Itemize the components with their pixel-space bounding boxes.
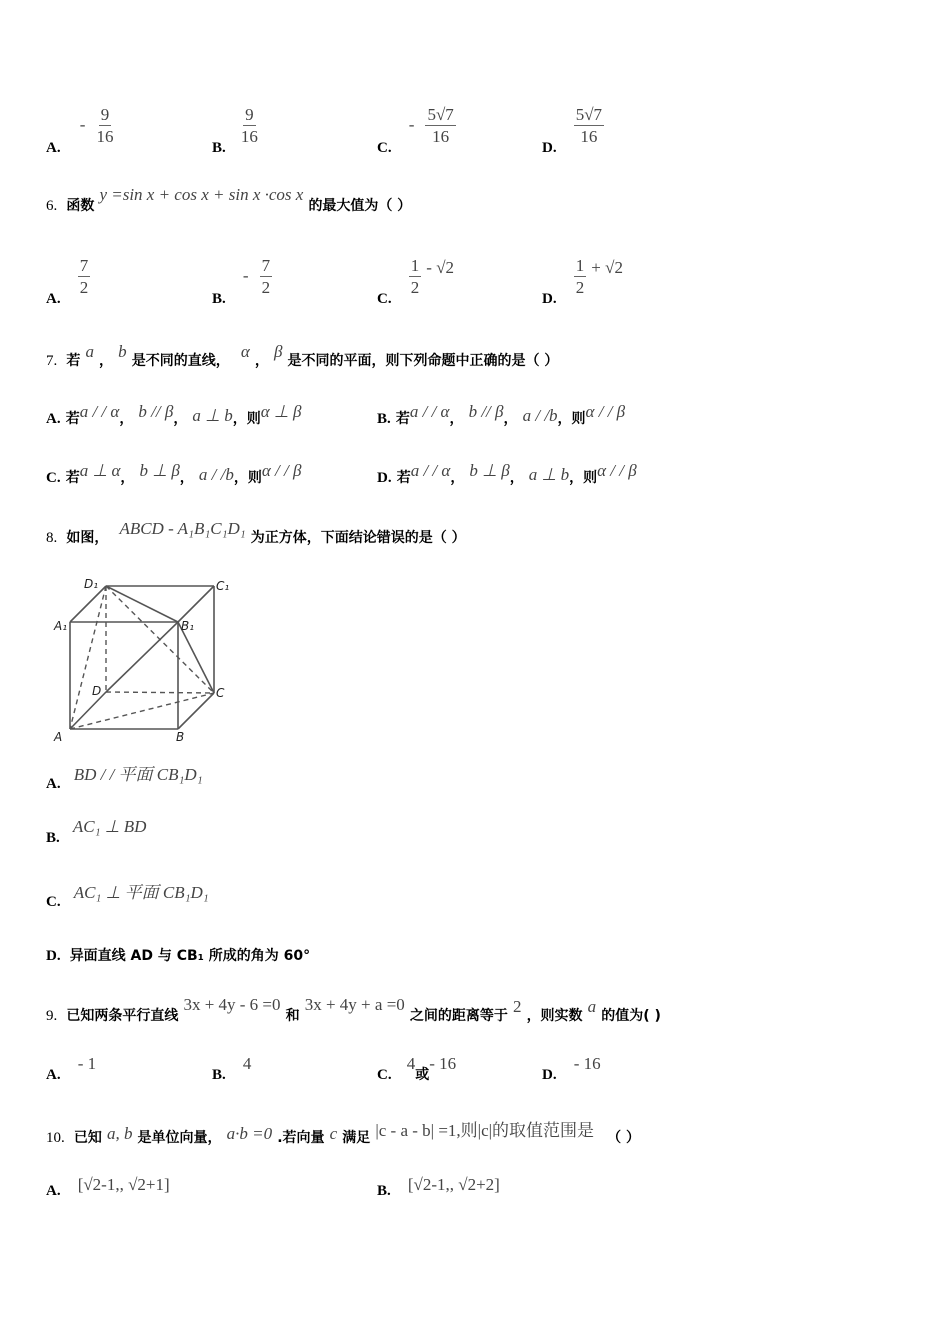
condition: b ⊥ β	[139, 461, 180, 480]
label-c: C	[216, 686, 225, 700]
option-label: D.	[542, 140, 557, 156]
option-value: - 16	[429, 1054, 457, 1073]
option-label: C.	[46, 894, 61, 910]
stem-text: 已知两条平行直线	[66, 1008, 179, 1024]
q10-stem	[46, 1122, 640, 1147]
var-alpha: α	[240, 342, 250, 361]
q6-option-c[interactable]	[377, 256, 455, 307]
option-text: AC₁ ⊥ 平面 CB₁D₁	[73, 883, 209, 902]
stem-text: 则	[571, 411, 586, 427]
option-text: BD / / 平面 CB₁D₁	[73, 765, 203, 784]
stem-text: 是单位向量，	[137, 1130, 222, 1146]
stem-text: 若	[65, 411, 80, 427]
q9-option-c[interactable]	[377, 1054, 457, 1084]
option-label: A.	[46, 291, 61, 307]
option-label: B.	[46, 830, 60, 846]
stem-text: 的值为( )	[601, 1008, 661, 1024]
stem-text: 和	[285, 1008, 300, 1024]
option-label: D.	[542, 1067, 557, 1083]
option-label: A.	[46, 1183, 61, 1199]
option-label: A.	[46, 411, 61, 427]
option-text: 异面直线 AD 与 CB₁ 所成的角为 60°	[69, 948, 311, 964]
option-value: [√2-1,, √2+1]	[77, 1175, 170, 1194]
formula: ABCD - A₁B₁C₁D₁	[119, 519, 246, 538]
option-label: D.	[542, 291, 557, 307]
option-value: - 1	[77, 1054, 97, 1073]
fraction: $\frac{5√7}{16}$	[427, 105, 454, 146]
stem-text: 满足	[342, 1130, 371, 1146]
stem-text: 为正方体，下面结论错误的是（ ）	[250, 530, 466, 546]
sign: -	[242, 266, 249, 285]
question-number: 9.	[46, 1008, 58, 1024]
stem-text: 已知	[73, 1130, 102, 1146]
option-text: AC₁ ⊥ BD	[72, 817, 147, 836]
stem-text: 是不同的直线，	[131, 353, 230, 369]
stem-text: 是不同的平面，则下列命题中正确的是（ ）	[287, 353, 559, 369]
distance-value: 2	[512, 997, 522, 1016]
q10-option-b[interactable]	[377, 1175, 500, 1200]
vector-c: c	[329, 1124, 338, 1143]
var-b: b	[118, 342, 127, 361]
sign: -	[79, 115, 86, 134]
option-label: A.	[46, 140, 61, 156]
fraction: $\frac{9}{16}$	[96, 105, 114, 146]
question-number: 6.	[46, 198, 58, 214]
conclusion: α / / β	[261, 461, 302, 480]
condition: a / / α	[410, 461, 451, 480]
cube-figure	[0, 0, 260, 760]
stem-text: 若	[66, 353, 81, 369]
stem-text: ，则实数	[526, 1008, 583, 1024]
option-label: A.	[46, 1067, 61, 1083]
stem-text: 之间的距离等于	[409, 1008, 508, 1024]
option-value: [√2-1,, √2+2]	[407, 1175, 500, 1194]
label-a: A	[54, 730, 63, 744]
option-label: D.	[377, 470, 392, 486]
question-number: 7.	[46, 353, 58, 369]
label-d1: D₁	[84, 577, 99, 591]
option-label: B.	[377, 1183, 391, 1199]
tail-term: + √2	[591, 258, 623, 277]
stem-text: ，	[254, 353, 269, 369]
option-label: A.	[46, 776, 61, 792]
stem-text: 函数	[66, 198, 95, 214]
condition: a / /b	[522, 406, 558, 425]
condition: a / /b	[198, 465, 234, 484]
conclusion: α / / β	[597, 461, 637, 480]
condition: a / / α	[409, 402, 450, 421]
fraction: $\frac{1}{2}$	[410, 256, 420, 297]
question-number: 10.	[46, 1130, 65, 1146]
fraction: $\frac{1}{2}$	[575, 256, 585, 297]
fraction: $\frac{9}{16}$	[240, 105, 258, 146]
q10-option-a[interactable]	[46, 1175, 170, 1200]
stem-text: 则	[583, 470, 598, 486]
condition: a ⊥ b	[528, 465, 570, 484]
stem-text: 若	[395, 411, 410, 427]
label-b: B	[176, 730, 185, 744]
condition: b ⊥ β	[469, 461, 510, 480]
or-text: 或	[415, 1067, 430, 1083]
stem-text: ，	[99, 353, 114, 369]
q9-option-b[interactable]	[212, 1054, 252, 1084]
q7-option-c[interactable]: C. 若a ⊥ α， b ⊥ β， a / /b，则α / / β	[46, 461, 302, 486]
fraction: $\frac{7}{2}$	[79, 256, 89, 297]
option-label: D.	[46, 948, 61, 964]
q5-option-d[interactable]	[542, 105, 604, 156]
q5-option-c[interactable]	[377, 105, 456, 156]
dot-product: a·b =0	[226, 1124, 273, 1143]
option-label: C.	[377, 140, 392, 156]
q8-option-b[interactable]	[46, 817, 147, 847]
stem-text: 如图，	[66, 530, 109, 546]
formula: y =sin x + cos x + sin x ·cos x	[99, 185, 304, 204]
stem-text: 若	[65, 470, 80, 486]
q9-option-d[interactable]	[542, 1054, 601, 1084]
option-label: B.	[212, 1067, 226, 1083]
q7-option-b[interactable]: B. 若a / / α， b // β， a / /b，则α / / β	[377, 402, 626, 427]
fraction: $\frac{7}{2}$	[261, 256, 271, 297]
var-a: a	[85, 342, 94, 361]
stem-text: 则	[246, 411, 261, 427]
question-number: 8.	[46, 530, 58, 546]
option-value: 4	[406, 1054, 416, 1073]
condition: |c - a - b| =1,则|c|的取值范围是	[375, 1121, 595, 1140]
q7-option-a[interactable]: A. 若a / / α， b // β， a ⊥ b，则α ⊥ β	[46, 402, 302, 427]
var-a: a	[587, 997, 597, 1016]
line-2-equation: 3x + 4y + a =0	[304, 995, 405, 1014]
stem-text: .若向量	[277, 1130, 325, 1146]
q8-option-a[interactable]	[46, 765, 203, 793]
label-b1: B₁	[181, 619, 195, 633]
tail-term: - √2	[426, 258, 455, 277]
q9-option-a[interactable]	[46, 1054, 97, 1084]
condition: a / / α	[79, 402, 120, 421]
option-label: B.	[212, 291, 226, 307]
option-label: B.	[212, 140, 226, 156]
stem-text: 则	[247, 470, 262, 486]
stem-text: （ ）	[607, 1130, 640, 1146]
stem-text: 若	[396, 470, 411, 486]
option-label: C.	[377, 291, 392, 307]
label-d: D	[92, 684, 102, 698]
option-label: C.	[377, 1067, 392, 1083]
q9-stem	[46, 995, 661, 1025]
q8-option-d[interactable]	[46, 945, 310, 965]
condition: a ⊥ b	[192, 406, 233, 425]
label-a1: A₁	[54, 619, 68, 633]
var-beta: β	[273, 342, 283, 361]
conclusion: α / / β	[585, 402, 626, 421]
condition: b // β	[138, 402, 174, 421]
conclusion: α ⊥ β	[260, 402, 302, 421]
condition: b // β	[468, 402, 504, 421]
q8-option-c[interactable]	[46, 883, 209, 911]
option-label: C.	[46, 470, 61, 486]
option-label: B.	[377, 411, 391, 427]
line-1-equation: 3x + 4y - 6 =0	[183, 995, 281, 1014]
q6-option-d[interactable]	[542, 256, 623, 307]
sign: -	[408, 115, 415, 134]
condition: a ⊥ α	[79, 461, 121, 480]
stem-text: 的最大值为（ ）	[308, 198, 412, 214]
option-value: 4	[242, 1054, 252, 1073]
q7-option-d[interactable]: D. 若a / / α， b ⊥ β， a ⊥ b，则α / / β	[377, 461, 637, 486]
fraction: $\frac{5√7}{16}$	[575, 105, 603, 146]
label-c1: C₁	[216, 579, 230, 593]
vectors-ab: a, b	[106, 1124, 133, 1143]
option-value: - 16	[573, 1054, 601, 1073]
